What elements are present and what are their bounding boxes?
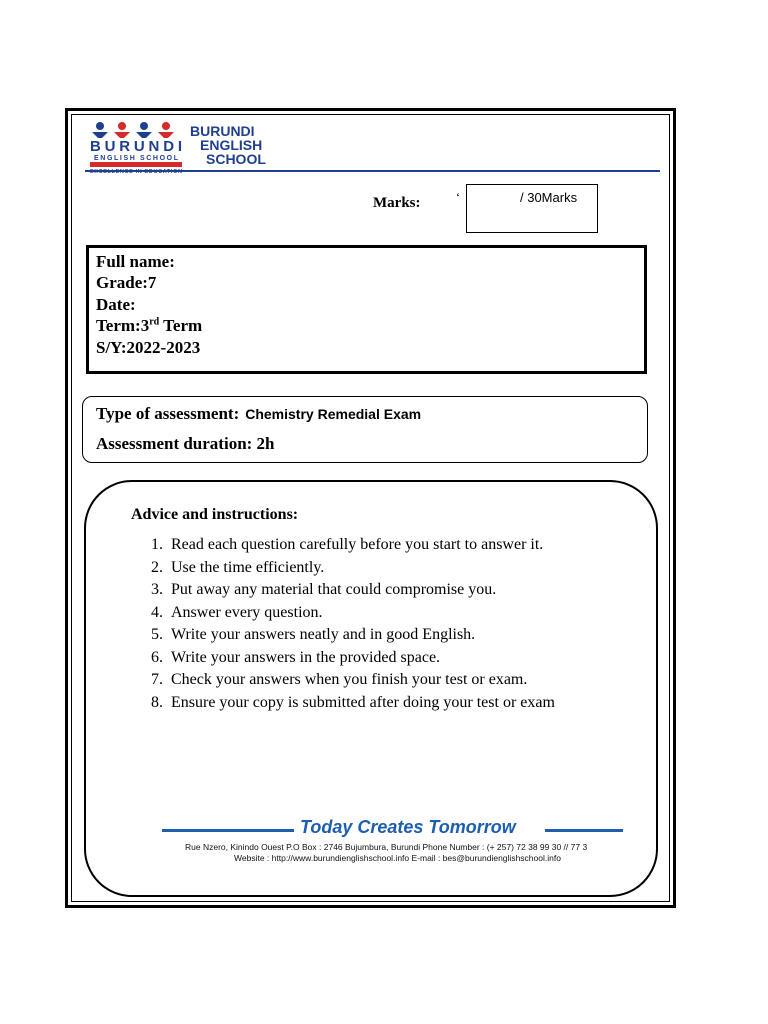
- grade-field: Grade:7: [96, 273, 157, 292]
- advice-item-text: Check your answers when you finish your test or exam.: [171, 671, 528, 688]
- logo-red-band: [90, 162, 182, 167]
- advice-item-number: 8.: [151, 693, 163, 711]
- slogan-line-right: [545, 829, 623, 832]
- date-field[interactable]: Date:: [96, 295, 136, 314]
- advice-item-text: Use the time efficiently.: [171, 558, 325, 576]
- advice-item: [130, 669, 555, 692]
- logo-word: BURUNDI: [90, 138, 182, 155]
- footer-address: Rue Nzero, Kinindo Ouest P.O Box : 2746 Bujumbura, Burundi Phone Number : (+ 257) 72 38 99 30 // 77 3: [185, 842, 588, 852]
- term-suffix: Term: [159, 316, 203, 335]
- term-field: [96, 316, 202, 336]
- advice-item-number: 3.: [151, 581, 163, 598]
- assessment-type-value: Chemistry Remedial Exam: [245, 406, 422, 422]
- advice-item-number: 2.: [151, 558, 163, 576]
- marks-label: Marks:: [373, 195, 421, 211]
- advice-title: Advice and instructions:: [131, 506, 299, 523]
- header-divider: [85, 170, 660, 172]
- marks-tick: ‘: [456, 190, 460, 204]
- advice-item-number: 5.: [151, 626, 163, 643]
- advice-item: [130, 557, 555, 580]
- advice-item: [130, 579, 555, 602]
- logo-figures-icon: [92, 122, 174, 138]
- assessment-duration: Assessment duration: 2h: [96, 434, 275, 453]
- advice-item-number: 6.: [151, 648, 163, 666]
- slogan-line-left: [162, 829, 294, 832]
- footer-slogan: Today Creates Tomorrow: [300, 817, 516, 837]
- term-prefix: Term:3: [96, 316, 150, 335]
- advice-item-text: Write your answers neatly and in good English.: [171, 626, 476, 643]
- advice-item-text: Write your answers in the provided space.: [171, 648, 441, 666]
- advice-item-text: Ensure your copy is submitted after doing your test or exam: [171, 693, 555, 711]
- advice-item: [130, 534, 555, 557]
- advice-item: [130, 602, 555, 625]
- advice-item: [130, 647, 555, 670]
- school-name-line3: SCHOOL: [206, 151, 266, 167]
- term-sup: rd: [149, 316, 160, 328]
- full-name-field[interactable]: Full name:: [96, 252, 175, 271]
- advice-item-text: Answer every question.: [171, 603, 323, 621]
- advice-item-number: 1.: [151, 536, 163, 553]
- advice-item-text: Read each question carefully before you start to answer it.: [171, 536, 544, 553]
- marks-total: / 30Marks: [520, 190, 578, 205]
- school-name: [190, 124, 266, 166]
- advice-item: [130, 692, 555, 715]
- footer-web: Website : http://www.burundienglishschool.info E-mail : bes@burundienglishschool.info: [234, 853, 561, 863]
- advice-list: [130, 534, 555, 714]
- advice-item-number: 4.: [151, 603, 163, 621]
- advice-item-text: Put away any material that could compromise you.: [171, 581, 497, 598]
- school-name-line2: ENGLISH: [200, 137, 263, 153]
- advice-item-number: 7.: [151, 671, 163, 688]
- logo-sub: ENGLISH SCHOOL: [94, 155, 178, 162]
- assessment-type: [96, 404, 421, 424]
- school-year-field: S/Y:2022-2023: [96, 338, 201, 357]
- assessment-type-label: Type of assessment:: [96, 404, 240, 423]
- advice-item: [130, 624, 555, 647]
- school-name-line1: BURUNDI: [190, 123, 255, 139]
